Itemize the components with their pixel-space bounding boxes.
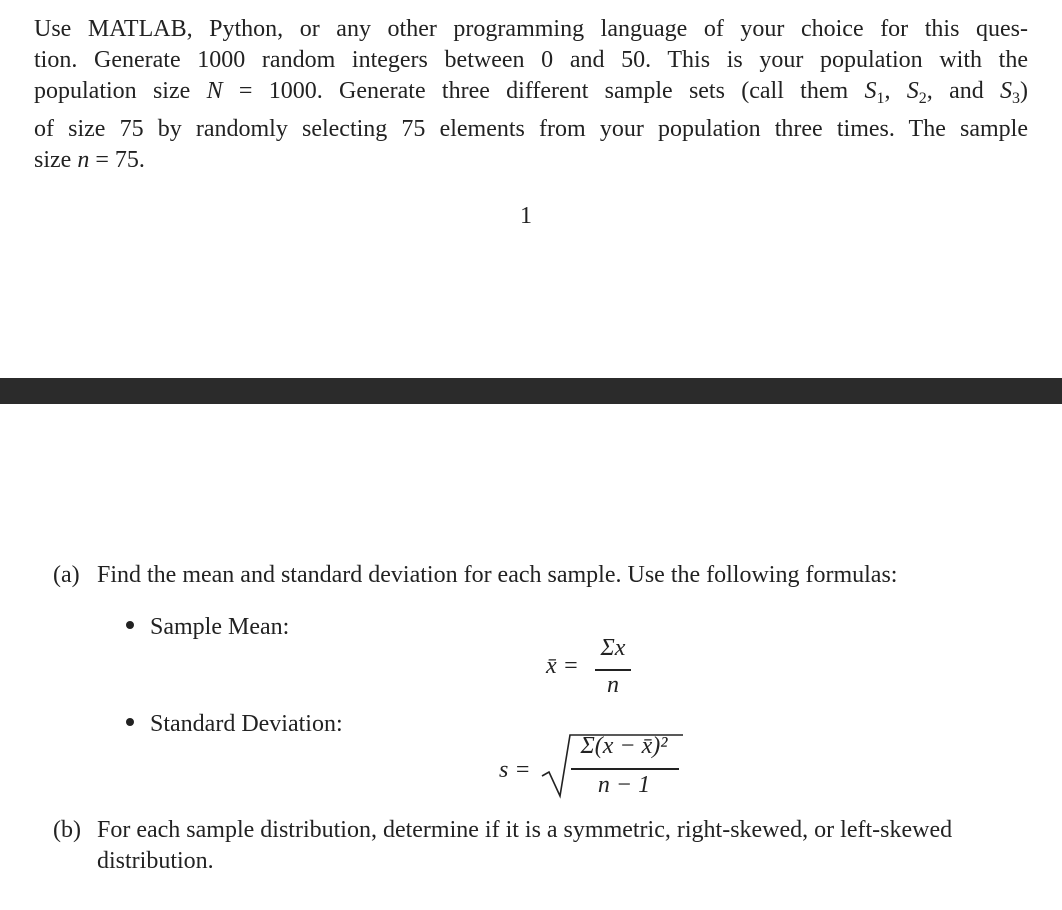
mean-formula-lhs: x̄ = bbox=[546, 653, 579, 679]
part-a-heading bbox=[53, 560, 897, 591]
intro-line-4: of size 75 by randomly selecting 75 elements from your population three times. The sample bbox=[34, 116, 1028, 142]
part-b-line-2: distribution. bbox=[97, 848, 214, 874]
intro-line-1: Use MATLAB, Python, or any other programming language of your choice for this ques- bbox=[34, 16, 1028, 42]
sd-formula-lhs: s = bbox=[499, 757, 531, 783]
sd-formula-numerator: Σ(x − x̄)² bbox=[580, 733, 668, 759]
part-b-label: (b) bbox=[53, 817, 81, 843]
bullet-dot bbox=[126, 718, 134, 726]
bullet-dot bbox=[126, 621, 134, 629]
intro-line-2: tion. Generate 1000 random integers between 0 and 50. This is your population with the bbox=[34, 47, 1028, 73]
page-number: 1 bbox=[520, 203, 532, 229]
sd-fraction-bar bbox=[571, 768, 679, 770]
part-b bbox=[53, 815, 1033, 877]
bullet-standard-deviation bbox=[126, 709, 343, 740]
mean-formula-denominator: n bbox=[607, 672, 619, 698]
intro-paragraph bbox=[34, 14, 1028, 176]
part-b-line-1: For each sample distribution, determine if it is a symmetric, right-skewed, or left-skewed bbox=[97, 817, 953, 843]
bullet-sample-mean bbox=[126, 612, 289, 643]
intro-line-5: size n = 75. bbox=[34, 147, 145, 173]
bullet-standard-deviation-label: Standard Deviation: bbox=[150, 711, 343, 737]
sd-formula-denominator: n − 1 bbox=[597, 772, 651, 798]
part-a-label: (a) bbox=[53, 562, 80, 588]
bullet-sample-mean-label: Sample Mean: bbox=[150, 614, 290, 640]
mean-fraction-bar bbox=[595, 669, 631, 671]
part-a-text: Find the mean and standard deviation for each sample. Use the following formulas: bbox=[97, 562, 898, 588]
intro-line-3: population size N = 1000. Generate three different sample sets (call them $S_1$, $S_2$, and $S_3$) bbox=[34, 78, 1029, 107]
page-divider bbox=[0, 378, 1062, 404]
mean-formula-numerator: Σx bbox=[600, 635, 626, 661]
